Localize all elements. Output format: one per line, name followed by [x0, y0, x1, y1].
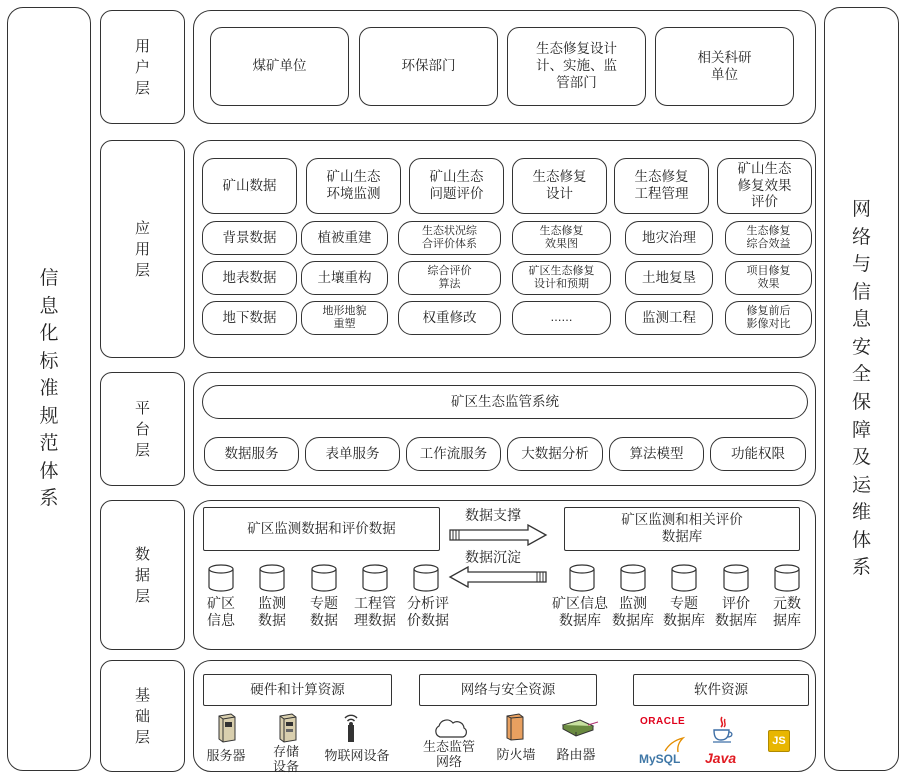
app-header-text: 矿山生态 修复效果 评价 — [737, 160, 792, 211]
layer-user-text: 用 户 层 — [134, 36, 150, 97]
data-left-box-text: 矿区监测数据和评价数据 — [247, 520, 396, 537]
app-pill-text: 权重修改 — [422, 309, 477, 326]
user-box-text: 煤矿单位 — [252, 58, 307, 75]
base-item-label: 生态监管 网络 — [422, 740, 475, 770]
app-pill-text: 生态状况综 合评价体系 — [422, 224, 477, 250]
app-pill — [725, 301, 812, 335]
layer-label-platform — [100, 372, 185, 486]
app-pill — [202, 261, 297, 295]
app-pill-text: 地形地貌 重塑 — [322, 304, 367, 330]
platform-system-text: 矿区生态监管系统 — [451, 393, 559, 410]
app-pill — [202, 221, 297, 255]
base-item-label: 物联网设备 — [324, 749, 390, 764]
db-label: 专题 数据库 — [663, 596, 705, 630]
app-pill-text: 地表数据 — [222, 269, 277, 286]
app-header-3 — [409, 158, 504, 214]
firewall-icon — [505, 713, 525, 741]
platform-service-text: 数据服务 — [224, 445, 279, 462]
router-icon — [560, 717, 600, 737]
db-label: 监测 数据库 — [612, 596, 654, 630]
database-icon — [723, 564, 749, 592]
app-pill — [398, 301, 501, 335]
app-header-text: 生态修复 工程管理 — [634, 169, 689, 202]
database-icon — [671, 564, 697, 592]
app-header-4 — [512, 158, 607, 214]
javascript-logo — [768, 730, 790, 752]
app-pill — [625, 301, 713, 335]
db-label: 元数 据库 — [773, 596, 801, 630]
app-pill — [625, 221, 713, 255]
database-icon — [208, 564, 234, 592]
database-icon — [569, 564, 595, 592]
base-item-label: 存储 设备 — [272, 745, 299, 775]
app-header-6 — [717, 158, 812, 214]
layer-label-data — [100, 500, 185, 650]
right-pillar-label: 网 络 与 信 息 安 全 保 障 及 运 维 体 系 — [851, 198, 871, 579]
db-label: 监测 数据 — [258, 596, 286, 630]
app-pill — [301, 221, 388, 255]
app-pill-text: 生态修复 综合效益 — [746, 224, 791, 250]
app-pill — [301, 261, 388, 295]
database-icon — [413, 564, 439, 592]
app-header-1 — [202, 158, 297, 214]
base-group-text: 硬件和计算资源 — [250, 681, 345, 698]
app-pill-text: 土地复垦 — [642, 269, 696, 286]
server-icon — [215, 713, 237, 743]
app-pill-text: 土壤重构 — [317, 269, 372, 286]
platform-service — [609, 437, 704, 471]
database-icon — [774, 564, 800, 592]
db-label: 专题 数据 — [310, 596, 338, 630]
platform-service-text: 工作流服务 — [419, 445, 488, 462]
app-pill-text: 植被重建 — [317, 229, 372, 246]
platform-service-text: 功能权限 — [731, 445, 785, 462]
platform-service-text: 算法模型 — [629, 445, 684, 462]
app-header-text: 矿山生态 问题评价 — [429, 169, 484, 202]
arrow-deposit-label: 数据沉淀 — [465, 550, 521, 566]
platform-service — [305, 437, 400, 471]
right-pillar-security-system — [824, 7, 899, 771]
data-right-box-text: 矿区监测和相关评价 数据库 — [621, 512, 743, 545]
app-pill — [625, 261, 713, 295]
base-group-text: 软件资源 — [694, 681, 748, 698]
app-header-text: 生态修复 设计 — [532, 169, 587, 202]
app-header-text: 矿山数据 — [222, 177, 277, 194]
mysql-logo: MySQL — [639, 752, 681, 766]
app-pill — [398, 261, 501, 295]
base-group-network — [419, 674, 597, 706]
platform-service — [204, 437, 299, 471]
db-label: 评价 数据库 — [715, 596, 757, 630]
user-box-research — [655, 27, 794, 106]
database-icon — [362, 564, 388, 592]
data-right-box — [564, 507, 800, 551]
db-label: 矿区 信息 — [207, 596, 235, 630]
app-header-2 — [306, 158, 401, 214]
platform-service — [710, 437, 806, 471]
arrow-support-label: 数据支撑 — [465, 508, 521, 524]
app-pill-text: …… — [550, 310, 573, 324]
app-pill — [725, 261, 812, 295]
app-pill-text: 地下数据 — [222, 309, 277, 326]
base-item-label: 服务器 — [206, 749, 246, 764]
user-box-text: 生态修复设计 计、实施、监 管部门 — [536, 41, 617, 91]
platform-service — [406, 437, 501, 471]
app-pill-text: 修复前后 影像对比 — [746, 304, 791, 330]
user-box-text: 相关科研 单位 — [697, 49, 752, 83]
db-label: 工程管 理数据 — [354, 596, 396, 630]
app-pill-text: 项目修复 效果 — [746, 264, 791, 290]
java-logo: Java — [705, 750, 737, 766]
base-group-hardware — [203, 674, 392, 706]
app-header-5 — [614, 158, 709, 214]
app-pill — [512, 221, 611, 255]
base-group-software — [633, 674, 809, 706]
user-box-env-dept — [359, 27, 498, 106]
layer-label-app — [100, 140, 185, 358]
database-icon — [620, 564, 646, 592]
javascript-logo-text: JS — [772, 735, 786, 747]
app-pill — [202, 301, 297, 335]
app-pill-text: 生态修复 效果图 — [539, 224, 584, 250]
platform-service-text: 大数据分析 — [521, 445, 589, 462]
user-box-coal-mine — [210, 27, 349, 106]
app-pill-text: 地灾治理 — [642, 229, 696, 246]
db-label: 矿区信息 数据库 — [552, 596, 608, 630]
cloud-network-icon — [432, 718, 470, 740]
oracle-logo: ORACLE — [640, 716, 686, 727]
app-pill-text: 背景数据 — [222, 229, 277, 246]
app-pill-text: 矿区生态修复 设计和预期 — [528, 264, 595, 290]
java-cup-icon — [710, 715, 734, 745]
base-group-text: 网络与安全资源 — [460, 681, 556, 698]
layer-app-text: 应 用 层 — [134, 218, 150, 279]
arrow-left-icon — [448, 566, 548, 588]
storage-icon — [276, 713, 298, 743]
platform-service-text: 表单服务 — [325, 445, 380, 462]
mysql-dolphin-icon — [663, 736, 687, 754]
app-pill-text: 综合评价 算法 — [427, 264, 472, 290]
user-box-text: 环保部门 — [401, 58, 456, 75]
left-pillar-standards-system — [7, 7, 91, 771]
app-pill — [301, 301, 388, 335]
user-box-restoration-dept — [507, 27, 646, 106]
database-icon — [311, 564, 337, 592]
db-label: 分析评 价数据 — [407, 596, 449, 630]
app-pill-text: 监测工程 — [642, 309, 696, 326]
app-pill — [725, 221, 812, 255]
layer-platform-text: 平 台 层 — [134, 398, 150, 459]
platform-service — [507, 437, 603, 471]
base-item-label: 防火墙 — [496, 748, 536, 763]
layer-base-text: 基 础 层 — [134, 685, 150, 746]
app-pill — [512, 301, 611, 335]
app-pill — [398, 221, 501, 255]
platform-system-bar — [202, 385, 808, 419]
base-item-label: 路由器 — [556, 748, 596, 763]
app-header-text: 矿山生态 环境监测 — [326, 169, 381, 202]
layer-label-user — [100, 10, 185, 124]
layer-label-base — [100, 660, 185, 772]
data-left-box — [203, 507, 440, 551]
layer-data-text: 数 据 层 — [134, 544, 150, 605]
left-pillar-label: 信 息 化 标 准 规 范 体 系 — [39, 267, 59, 510]
arrow-right-icon — [448, 524, 548, 546]
app-pill — [512, 261, 611, 295]
iot-device-icon — [339, 712, 363, 744]
database-icon — [259, 564, 285, 592]
